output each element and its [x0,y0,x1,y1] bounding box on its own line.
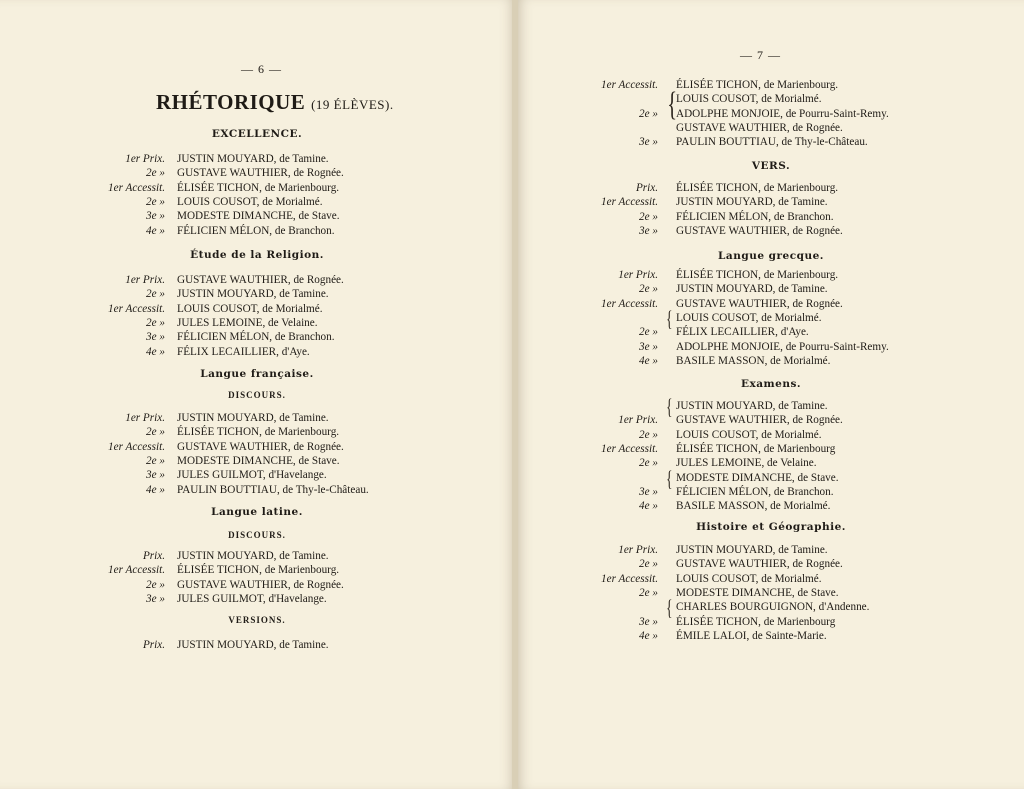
page-title [156,90,394,115]
prize-rank: 3e » [639,136,658,149]
prize-row [518,442,1024,456]
prize-row [0,411,514,425]
student-name: GUSTAVE WAUTHIER, de Rognée. [177,167,344,180]
prize-rank: 3e » [639,340,658,353]
student-name: PAULIN BOUTTIAU, de Thy-le-Château. [676,136,868,149]
section-subheading: DISCOURS. [228,530,286,540]
student-name: JUSTIN MOUYARD, de Tamine. [177,412,329,424]
prize-rank: 1er Accessit. [601,297,658,310]
prize-rank: 1er Accessit. [108,440,165,453]
student-name: JUSTIN MOUYARD, de Tamine. [676,283,828,296]
prize-rank: 2e » [146,316,165,329]
prize-row [518,456,1024,470]
class-name: RHÉTORIQUE [156,90,306,114]
page-number: — 6 — [241,62,282,76]
prize-row [518,268,1024,282]
student-name: PAULIN BOUTTIAU, de Thy-le-Château. [177,483,369,496]
student-name: MODESTE DIMANCHE, de Stave. [676,471,839,484]
prize-rank: 3e » [639,615,658,628]
prize-rank: 4e » [146,483,165,496]
prize-rank: 3e » [639,485,658,498]
student-name: ÉLISÉE TICHON, de Marienbourg [676,615,836,628]
prize-rank: 2e » [146,454,165,467]
student-name: GUSTAVE WAUTHIER, de Rognée. [676,558,843,571]
prize-row [518,600,1024,614]
prize-row [0,549,514,563]
prize-row [0,483,514,497]
student-name: ÉLISÉE TICHON, de Marienbourg [676,442,836,455]
prize-row [0,166,514,180]
prize-row [0,592,514,606]
prize-row [518,297,1024,311]
student-name: ÉLISÉE TICHON, de Marienbourg. [676,182,839,194]
prize-rank: 2e » [639,428,658,441]
prize-rank: 4e » [639,354,658,367]
prize-rank: 1er Accessit. [601,442,658,455]
student-name: GUSTAVE WAUTHIER, de Rognée. [177,440,344,453]
student-name: ÉLISÉE TICHON, de Marienbourg. [676,79,839,91]
prize-row [0,224,514,238]
prize-rank: Prix. [142,550,165,562]
student-name: FÉLICIEN MÉLON, de Branchon. [676,485,834,498]
prize-row [518,485,1024,499]
page-number: — 7 — [740,48,781,62]
prize-rank: 2e » [146,288,165,301]
student-name: ADOLPHE MONJOIE, de Pourru-Saint-Remy. [676,107,889,120]
student-name: LOUIS COUSOT, de Morialmé. [676,311,822,324]
prize-rank: 2e » [146,195,165,208]
student-name: GUSTAVE WAUTHIER, de Rognée. [177,274,344,286]
prize-row [0,468,514,482]
student-name: JUSTIN MOUYARD, de Tamine. [177,550,329,562]
prize-row [0,302,514,316]
student-name: FÉLICIEN MÉLON, de Branchon. [177,224,335,237]
section-heading: Examens. [740,378,802,390]
prize-row [518,282,1024,296]
prize-rank: 3e » [146,592,165,605]
prize-row [518,340,1024,354]
prize-row [0,330,514,344]
student-name: MODESTE DIMANCHE, de Stave. [177,454,340,467]
student-name: ÉLISÉE TICHON, de Marienbourg. [676,269,839,281]
student-name: ADOLPHE MONJOIE, de Pourru-Saint-Remy. [676,340,889,353]
prize-row [518,629,1024,643]
prize-rank: 3e » [146,331,165,344]
prize-rank: 2e » [639,326,658,339]
student-name: LOUIS COUSOT, de Morialmé. [676,93,822,106]
prize-row [518,181,1024,195]
student-name: FÉLICIEN MÉLON, de Branchon. [676,210,834,223]
student-name: GUSTAVE WAUTHIER, de Rognée. [676,297,843,310]
student-name: JULES LEMOINE, de Velaine. [676,457,817,470]
student-name: GUSTAVE WAUTHIER, de Rognée. [676,121,843,134]
student-name: BASILE MASSON, de Morialmé. [676,500,831,513]
prize-row [0,454,514,468]
student-name: MODESTE DIMANCHE, de Stave. [177,210,340,223]
prize-rank: 1er Prix. [618,544,658,556]
prize-row [518,121,1024,135]
student-name: CHARLES BOURGUIGNON, d'Andenne. [676,601,870,614]
prize-row [518,499,1024,513]
prize-row [0,273,514,287]
prize-rank: 1er Accessit. [601,572,658,585]
prize-row [0,440,514,454]
prize-rank: 1er Accessit. [108,302,165,315]
prize-row [0,152,514,166]
prize-rank: 3e » [146,210,165,223]
prize-rank: 4e » [146,345,165,358]
prize-rank: 2e » [146,578,165,591]
prize-rank: 1er Prix. [125,153,165,165]
prize-row [0,316,514,330]
prize-rank: 1er Accessit. [108,564,165,577]
prize-row [0,578,514,592]
student-count: (19 ÉLÈVES). [311,97,394,112]
prize-rank: 2e » [639,107,658,120]
prize-row [518,354,1024,368]
prize-row [518,135,1024,149]
prize-rank: 2e » [639,586,658,599]
student-name: JULES LEMOINE, de Velaine. [177,316,318,329]
prize-row [518,428,1024,442]
student-name: FÉLICIEN MÉLON, de Branchon. [177,331,335,344]
tie-brace: { [666,465,673,491]
prize-row [0,345,514,359]
student-name: JULES GUILMOT, d'Havelange. [177,592,327,605]
student-name: LOUIS COUSOT, de Morialmé. [177,302,323,315]
student-name: ÉLISÉE TICHON, de Marienbourg. [177,564,340,577]
prize-rank: Prix. [635,182,658,194]
prize-row [518,78,1024,92]
student-name: FÉLIX LECAILLIER, d'Aye. [676,326,809,339]
student-name: ÉLISÉE TICHON, de Marienbourg. [177,426,340,439]
student-name: JULES GUILMOT, d'Havelange. [177,469,327,482]
section-heading: Langue grecque. [718,250,824,262]
prize-row [518,471,1024,485]
prize-row [518,107,1024,121]
section-subheading: VERSIONS. [228,615,286,625]
prize-row [518,325,1024,339]
student-name: FÉLIX LECAILLIER, d'Aye. [177,345,310,358]
section-heading: Étude de la Religion. [190,249,324,261]
prize-rank: 1er Prix. [618,414,658,427]
right-page [518,0,1024,789]
section-heading: Histoire et Géographie. [696,521,846,533]
student-name: GUSTAVE WAUTHIER, de Rognée. [676,224,843,237]
student-name: ÉMILE LALOI, de Sainte-Marie. [676,629,827,642]
prize-row [518,224,1024,238]
section-heading: VERS. [751,160,791,172]
prize-rank: 2e » [639,457,658,470]
prize-row [0,181,514,195]
prize-rank: 1er Prix. [125,274,165,286]
prize-rank: 2e » [146,167,165,180]
section-heading: Langue latine. [211,506,303,518]
student-name: GUSTAVE WAUTHIER, de Rognée. [676,414,843,427]
student-name: MODESTE DIMANCHE, de Stave. [676,586,839,599]
student-name: JUSTIN MOUYARD, de Tamine. [177,288,329,301]
prize-row [518,92,1024,106]
prize-rank: 3e » [146,469,165,482]
prize-row [518,311,1024,325]
prize-row [518,195,1024,209]
prize-rank: 1er Prix. [125,412,165,424]
tie-brace: { [666,305,673,331]
student-name: JUSTIN MOUYARD, de Tamine. [177,639,329,651]
prize-rank: 4e » [639,500,658,513]
student-name: JUSTIN MOUYARD, de Tamine. [676,196,828,209]
section-subheading: DISCOURS. [228,390,286,400]
prize-rank: 2e » [146,426,165,439]
tie-brace: { [666,394,673,419]
prize-row [518,615,1024,629]
prize-rank: 2e » [639,210,658,223]
prize-row [0,195,514,209]
student-name: ÉLISÉE TICHON, de Marienbourg. [177,181,340,194]
prize-row [0,287,514,301]
prize-row [0,638,514,652]
prize-row [518,543,1024,557]
prize-rank: 1er Prix. [618,269,658,281]
student-name: LOUIS COUSOT, de Morialmé. [676,428,822,441]
prize-row [0,425,514,439]
prize-row [0,209,514,223]
student-name: LOUIS COUSOT, de Morialmé. [676,572,822,585]
prize-row [518,572,1024,586]
student-name: JUSTIN MOUYARD, de Tamine. [177,153,329,165]
tie-brace: { [667,86,678,124]
student-name: JUSTIN MOUYARD, de Tamine. [676,544,828,556]
tie-brace: { [666,595,673,621]
section-heading: EXCELLENCE. [211,128,303,140]
section-heading: Langue française. [200,368,314,380]
student-name: BASILE MASSON, de Morialmé. [676,354,831,367]
prize-row [518,413,1024,427]
prize-rank: 2e » [639,558,658,571]
student-name: JUSTIN MOUYARD, de Tamine. [676,400,828,412]
prize-row [518,210,1024,224]
prize-rank: 1er Accessit. [108,181,165,194]
prize-rank: 2e » [639,283,658,296]
prize-rank: 1er Accessit. [601,196,658,209]
prize-row [518,557,1024,571]
prize-row [518,399,1024,413]
prize-rank: 4e » [639,629,658,642]
prize-rank: Prix. [142,639,165,651]
prize-rank: 4e » [146,224,165,237]
prize-row [0,563,514,577]
student-name: GUSTAVE WAUTHIER, de Rognée. [177,578,344,591]
prize-rank: 3e » [639,224,658,237]
prize-rank: 1er Accessit. [601,79,658,91]
student-name: LOUIS COUSOT, de Morialmé. [177,195,323,208]
prize-row [518,586,1024,600]
